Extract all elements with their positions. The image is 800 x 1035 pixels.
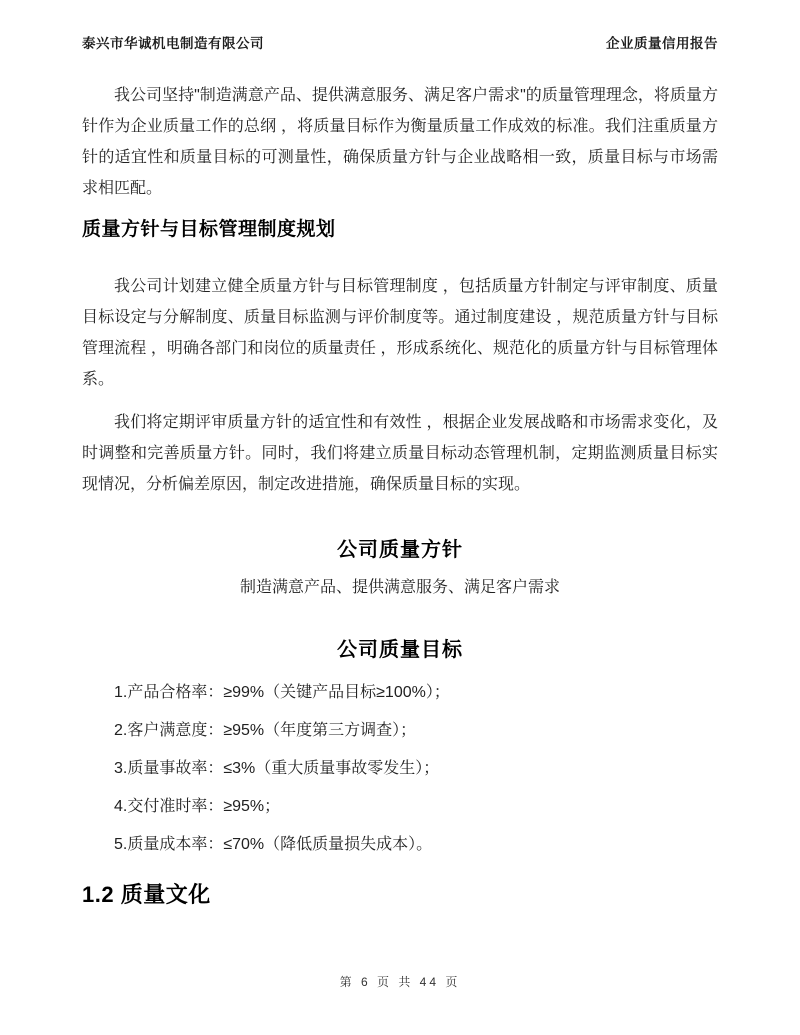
goals-title: 公司质量目标 [337,639,463,661]
quality-goal-item: 4.交付准时率：≥95%； [114,798,281,815]
quality-goal-item: 5.质量成本率：≤70%（降低质量损失成本）。 [114,836,433,853]
paragraph-system-plan: 我公司计划建立健全质量方针与目标管理制度 ，包括质量方针制定与评审制度、质量目标设定与分解制度、质量目标监测与评价制度等。通过制度建设 ，规范质量方针与目标管理流程 ，明确各部门和岗位的质量责任 ，形成系统化、规范化的质量方针与目标管理体系。 [82,278,718,388]
policy-title: 公司质量方针 [337,539,463,561]
page-number-footer: 第 6 页 共 44 页 [339,975,461,989]
header-report-title: 企业质量信用报告 [606,36,718,51]
quality-goal-list [82,682,718,855]
quality-goal-item: 3.质量事故率：≤3%（重大质量事故零发生）； [114,760,440,777]
paragraph-quality-philosophy: 我公司坚持"制造满意产品、提供满意服务、满足客户需求"的质量管理理念，将质量方针作为企业质量工作的总纲 ，将质量目标作为衡量质量工作成效的标准。我们注重质量方针的适宜性和质量目标的可测量性，确保质量方针与企业战略相一致，质量目标与市场需求相匹配。 [82,87,718,197]
document-header [82,0,718,52]
header-company-name: 泰兴市华诚机电制造有限公司 [82,36,264,51]
quality-goal-item: 2.客户满意度：≥95%（年度第三方调查）； [114,722,417,739]
section-heading-quality-culture: 1.2 质量文化 [82,882,211,907]
section-heading-policy-plan: 质量方针与目标管理制度规划 [82,219,336,240]
quality-goal-item: 1.产品合格率：≥99%（关键产品目标≥100%）； [114,684,450,701]
paragraph-review-mechanism: 我们将定期评审质量方针的适宜性和有效性 ，根据企业发展战略和市场需求变化，及时调整和完善质量方针。同时，我们将建立质量目标动态管理机制，定期监测质量目标实现情况，分析偏差原因，制定改进措施，确保质量目标的实现。 [82,414,718,493]
policy-statement: 制造满意产品、提供满意服务、满足客户需求 [239,579,560,596]
